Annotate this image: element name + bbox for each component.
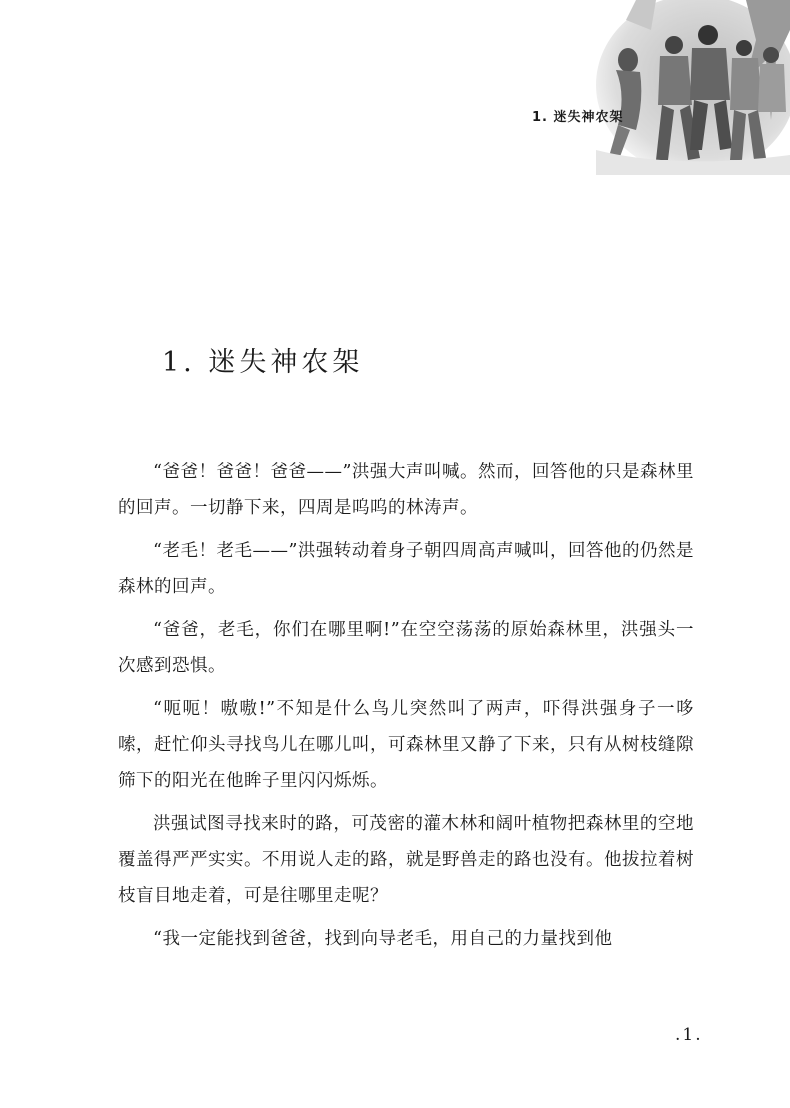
paragraph: “我一定能找到爸爸，找到向导老毛，用自己的力量找到他 [153, 929, 613, 949]
header-illustration [596, 0, 790, 175]
paragraph: “呃呃！嗷嗷!”不知是什么鸟儿突然叫了两声，吓得洪强身子一哆嗦，赶忙仰头寻找鸟儿在哪儿叫，可森林里又静了下来，只有从树枝缝隙筛下的阳光在他眸子里闪闪烁烁。 [118, 699, 694, 791]
paragraph: “老毛！老毛——”洪强转动着身子朝四周高声喊叫，回答他的仍然是森林的回声。 [118, 541, 694, 597]
running-head: 1. 迷失神农架 [532, 110, 624, 125]
page-number: .1. [675, 1025, 703, 1045]
paragraph: “爸爸！爸爸！爸爸——”洪强大声叫喊。然而，回答他的只是森林里的回声。一切静下来，四周是呜呜的林涛声。 [118, 462, 694, 518]
body-text [118, 454, 694, 964]
paragraph: “爸爸，老毛，你们在哪里啊!”在空空荡荡的原始森林里，洪强头一次感到恐惧。 [118, 620, 694, 676]
chapter-title: 1. 迷失神农架 [162, 347, 364, 378]
paragraph: 洪强试图寻找来时的路，可茂密的灌木林和阔叶植物把森林里的空地覆盖得严严实实。不用说人走的路，就是野兽走的路也没有。他拔拉着树枝盲目地走着，可是往哪里走呢？ [118, 814, 694, 906]
